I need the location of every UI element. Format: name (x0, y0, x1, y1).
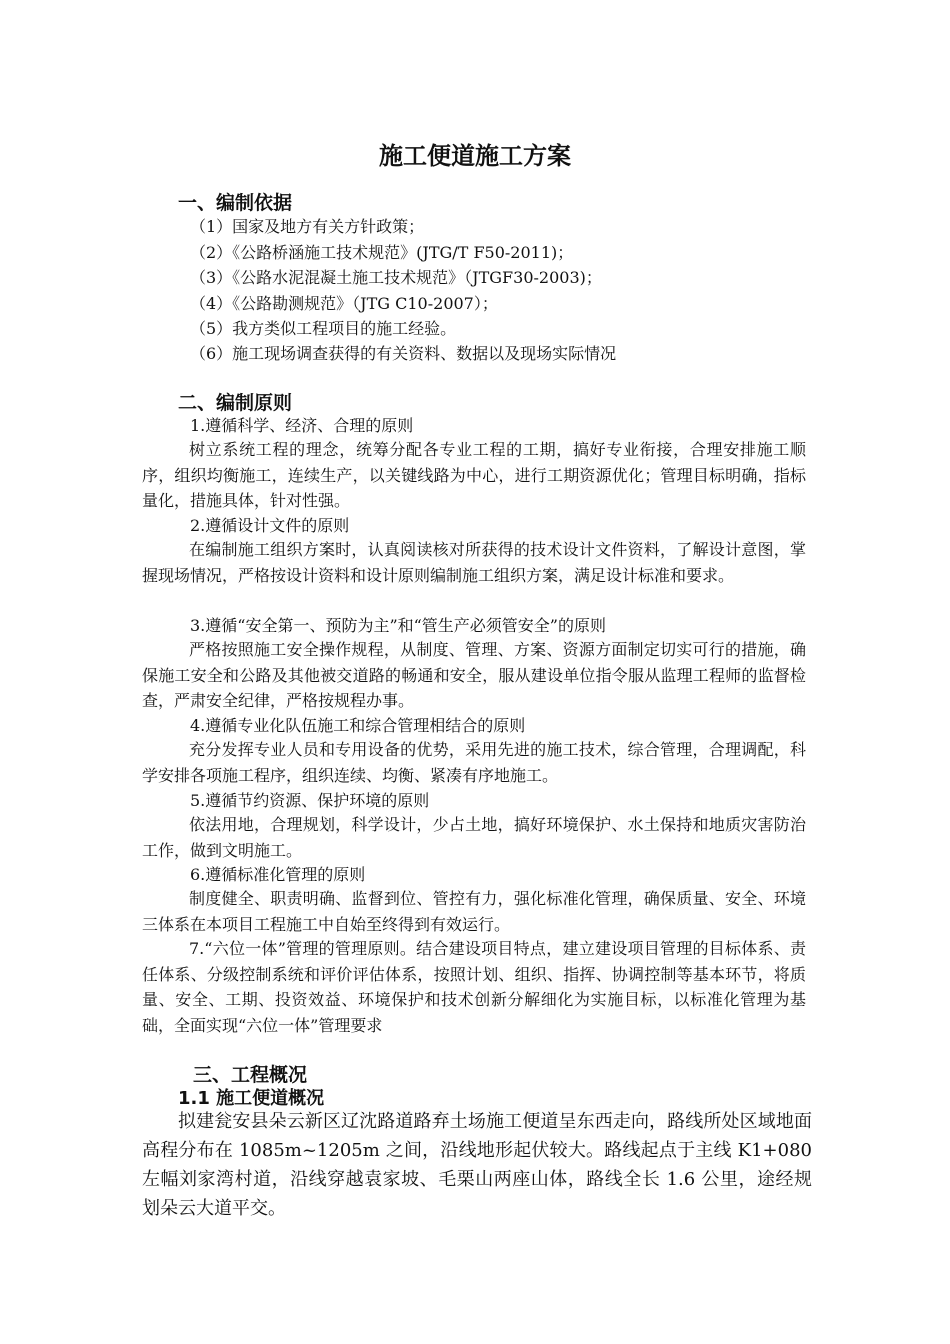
principle-4-body: 充分发挥专业人员和专用设备的优势，采用先进的施工技术，综合管理，合理调配，科学安排各项施工程序，组织连续、均衡、紧凑有序地施工。 (142, 740, 806, 785)
principle-3-body: 严格按照施工安全操作规程，从制度、管理、方案、资源方面制定切实可行的措施，确保施工安全和公路及其他被交道路的畅通和安全，服从建设单位指令服从监理工程师的监督检查，严肃安全纪律，严格按规程办事。 (142, 640, 806, 710)
section-2-heading: 二、编制原则 (178, 392, 293, 414)
principle-2-body: 在编制施工组织方案时，认真阅读核对所获得的技术设计文件资料，了解设计意图，掌握现场情况，严格按设计资料和设计原则编制施工组织方案，满足设计标准和要求。 (142, 540, 806, 585)
principle-4-title: 4.遵循专业化队伍施工和综合管理相结合的原则 (190, 716, 526, 735)
section-3-heading: 三、工程概况 (193, 1064, 308, 1086)
basis-item-4: （4）《公路勘测规范》（JTG C10-2007）； (190, 294, 498, 313)
principle-1-title: 1.遵循科学、经济、合理的原则 (190, 416, 414, 435)
project-overview-body: 拟建瓮安县朵云新区辽沈路道路弃土场施工便道呈东西走向，路线所处区域地面高程分布在 1085m~1205m 之间，沿线地形起伏较大。路线起点于主线 K1+080 左幅刘家湾村道，沿线穿越袁家坡、毛栗山两座山体，路线全长 1.6 公里，途经规划朵云大道平交。 (142, 1111, 812, 1219)
basis-item-5: （5）我方类似工程项目的施工经验。 (190, 319, 457, 338)
page-title: 施工便道施工方案 (379, 141, 571, 170)
principle-2-title: 2.遵循设计文件的原则 (190, 516, 350, 535)
principle-7: 7.“六位一体”管理的管理原则。结合建设项目特点，建立建设项目管理的目标体系、责任体系、分级控制系统和评价评估体系，按照计划、组织、指挥、协调控制等基本环节，将质量、安全、工期、投资效益、环境保护和技术创新分解细化为实施目标，以标准化管理为基础，全面实现“六位一体”管理要求 (142, 939, 806, 1035)
basis-item-1: （1）国家及地方有关方针政策； (190, 217, 425, 236)
basis-item-2: （2）《公路桥涵施工技术规范》(JTG/T F50-2011)； (190, 243, 574, 262)
principle-5-title: 5.遵循节约资源、保护环境的原则 (190, 791, 430, 810)
principle-6-body: 制度健全、职责明确、监督到位、管控有力，强化标准化管理，确保质量、安全、环境三体系在本项目工程施工中自始至终得到有效运行。 (142, 889, 806, 934)
basis-item-6: （6）施工现场调查获得的有关资料、数据以及现场实际情况 (190, 344, 617, 363)
principle-6-title: 6.遵循标准化管理的原则 (190, 865, 366, 884)
section-1-heading: 一、编制依据 (178, 192, 293, 214)
principle-3-title: 3.遵循“安全第一、预防为主”和“管生产必须管安全”的原则 (190, 616, 606, 635)
basis-item-3: （3）《公路水泥混凝土施工技术规范》（JTGF30-2003)； (190, 268, 602, 287)
principle-5-body: 依法用地，合理规划，科学设计，少占土地，搞好环境保护、水土保持和地质灾害防治工作，做到文明施工。 (142, 815, 806, 860)
principle-1-body: 树立系统工程的理念，统筹分配各专业工程的工期，搞好专业衔接，合理安排施工顺序，组织均衡施工，连续生产，以关键线路为中心，进行工期资源优化；管理目标明确，指标量化，措施具体，针对性强。 (142, 440, 806, 510)
subsection-heading: 1.1 施工便道概况 (178, 1088, 325, 1109)
